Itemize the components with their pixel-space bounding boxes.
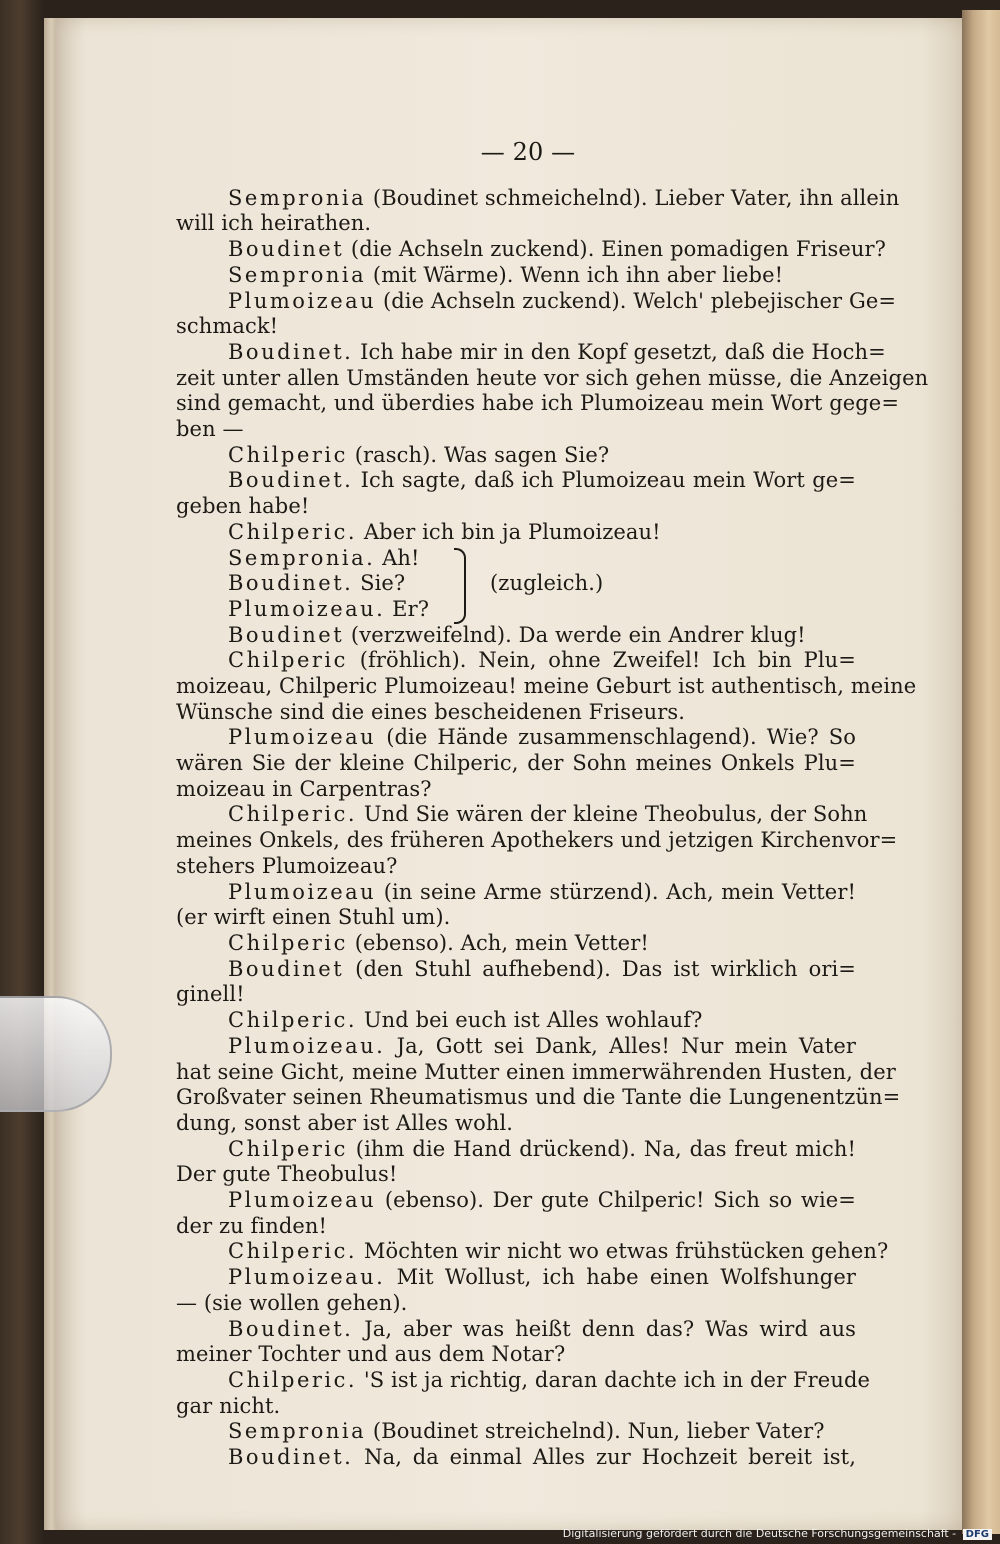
line-text: Er? [385,596,430,621]
line-text: Sie? [353,571,406,596]
text-line [176,288,897,315]
line-text: moizeau in Carpentras? [176,776,432,801]
line-text: Ah! [375,545,420,570]
dfg-logo: DFG [963,1529,992,1540]
line-text: Aber ich bin ja Plumoizeau! [357,519,661,544]
line-text: (er wirft einen Stuhl um). [176,905,451,930]
simultaneous-row [176,546,856,572]
dialogue-block-1 [176,185,929,546]
text-line [176,1008,856,1034]
text-line [176,725,856,751]
text-line [176,1111,856,1137]
speaker-name: Sempronia [228,185,367,210]
text-line [176,905,856,931]
text-line [176,1059,896,1086]
text-line [176,417,856,443]
line-text: Wünsche sind die eines bescheidenen Friseurs. [176,699,686,724]
line-text: der zu finden! [176,1213,328,1238]
line-text: (in seine Arme stürzend). Ach, mein Vetter! [376,879,856,904]
speaker-name: Boudinet [228,956,345,981]
text-line [176,982,856,1008]
digitization-credit [563,1527,992,1540]
line-text: moizeau, Chilperic Plumoizeau! meine Geburt ist authentisch, meine [176,673,917,698]
line-text: (die Achseln zuckend). Einen pomadigen Friseur? [344,237,886,262]
page-number: — 20 — [480,138,576,166]
line-text: wären Sie der kleine Chilperic, der Sohn meines Onkels Plu= [176,751,856,776]
speaker-name: Boudinet. [228,339,354,364]
speaker-name: Sempronia [228,262,367,287]
line-text: (fröhlich). Nein, ohne Zweifel! Ich bin Plu= [347,648,856,673]
text-line [176,623,856,649]
text-line [176,1162,856,1188]
speaker-name: Boudinet. [228,468,354,493]
text-line [176,365,929,392]
book-cover-edge [44,18,56,1530]
text-line [176,828,898,854]
text-line [176,777,856,803]
line-text: stehers Plumoizeau? [176,853,398,878]
speaker-name: Plumoizeau. [228,1033,386,1058]
speaker-name: Plumoizeau. [228,1265,386,1290]
line-text: (rasch). Was sagen Sie? [347,442,610,467]
speaker-name: Boudinet. [228,1445,354,1470]
text-line [176,494,856,520]
speaker-name: Boudinet. [228,571,354,596]
line-text: Ja, aber was heißt denn das? Was wird aus [353,1316,856,1341]
speaker-name: Boudinet [228,237,345,262]
text-line [176,1239,889,1265]
text-line [176,443,856,469]
line-text: Ja, Gott sei Dank, Alles! Nur mein Vater [385,1033,856,1058]
line-text: Mit Wollust, ich habe einen Wolfshunger [385,1265,856,1290]
line-text: Ich habe mir in den Kopf gesetzt, daß die Hoch= [353,339,886,364]
text-line [176,751,856,777]
page-clip [0,996,112,1112]
text-line [176,648,856,674]
text-line [176,185,900,212]
speaker-name: Chilperic. [228,1008,358,1033]
line-text: (Boudinet schmeichelnd). Lieber Vater, ihn allein [366,185,900,210]
line-text: (Boudinet streichelnd). Nun, lieber Vater? [366,1419,825,1444]
line-text: (ebenso). Ach, mein Vetter! [347,930,649,955]
speaker-name: Chilperic. [228,519,358,544]
line-text: gar nicht. [176,1393,281,1418]
text-line [176,1419,856,1445]
text-line [176,931,856,957]
line-text: (mit Wärme). Wenn ich ihn aber liebe! [366,262,784,287]
text-line [176,263,856,289]
text-line [176,880,856,906]
speaker-name: Boudinet [228,622,345,647]
text-line [176,339,886,366]
text-line [176,1394,856,1420]
speaker-name: Plumoizeau [228,288,377,313]
speaker-name: Plumoizeau [228,725,377,750]
text-line [176,1034,856,1060]
text-line [176,700,856,726]
line-text: geben habe! [176,494,310,519]
speaker-name: Sempronia. [228,545,376,570]
line-text: schmack! [176,314,279,339]
line-text: sind gemacht, und überdies habe ich Plumoizeau mein Wort gege= [176,391,900,416]
line-text: Der gute Theobulus! [176,1162,398,1187]
text-line [176,673,917,700]
text-line [176,1137,856,1163]
line-text: (ebenso). Der gute Chilperic! Sich so wie= [376,1188,856,1213]
speaker-name: Plumoizeau [228,879,377,904]
text-line [176,1188,856,1214]
line-text: Möchten wir nicht wo etwas frühstücken gehen? [357,1239,889,1264]
line-text: (den Stuhl aufhebend). Das ist wirklich ori= [344,956,856,981]
brace-icon [454,548,466,624]
text-line [176,957,856,983]
text-line [176,1085,901,1111]
line-text: dung, sonst aber ist Alles wohl. [176,1110,514,1135]
line-text: 'S ist ja richtig, daran dachte ich in der Freude [357,1367,871,1392]
text-line [176,1317,856,1343]
page-text [176,138,929,1471]
line-text: (die Hände zusammenschlagend). Wie? So [376,725,856,750]
text-line [176,314,856,340]
text-line [176,1265,856,1291]
text-line [176,391,900,417]
speaker-name: Chilperic [228,442,348,467]
dialogue-block-2 [176,622,917,1471]
simultaneous-lines [176,546,856,623]
speaker-name: Boudinet. [228,1316,354,1341]
text-line [176,520,856,546]
text-line [176,1291,856,1317]
line-text: zeit unter allen Umständen heute vor sich gehen müsse, die Anzeigen [176,365,929,390]
text-line [176,1367,871,1394]
line-text: ben — [176,417,244,442]
text-line [176,468,856,494]
line-text: Großvater seinen Rheumatismus und die Tante die Lungenentzün= [176,1085,901,1110]
credit-text: Digitalisierung gefördert durch die Deutsche Forschungsgemeinschaft - [562,1527,957,1540]
text-line [176,854,856,880]
line-text: Ich sagte, daß ich Plumoizeau mein Wort ge= [353,468,856,493]
line-text: hat seine Gicht, meine Mutter einen immerwährenden Husten, der [176,1059,896,1084]
line-text: Und bei euch ist Alles wohlauf? [357,1008,703,1033]
text-line [176,1214,856,1240]
line-text: (die Achseln zuckend). Welch' plebejischer Ge= [376,288,897,313]
line-text: (ihm die Hand drückend). Na, das freut mich! [347,1136,856,1161]
text-line [176,211,856,237]
line-text: Na, da einmal Alles zur Hochzeit bereit ist, [353,1445,856,1470]
speaker-name: Chilperic. [228,1239,358,1264]
line-text: (verzweifelnd). Da werde ein Andrer klug! [344,622,806,647]
text-line [176,1342,856,1368]
speaker-name: Chilperic [228,1136,348,1161]
simultaneous-row [176,597,856,623]
speaker-name: Chilperic [228,648,348,673]
speaker-name: Chilperic. [228,1367,358,1392]
line-text: meines Onkels, des früheren Apothekers und jetzigen Kirchenvor= [176,828,898,853]
line-text: — (sie wollen gehen). [176,1290,408,1315]
text-line [176,1445,856,1471]
text-line [176,802,868,828]
line-text: Und Sie wären der kleine Theobulus, der Sohn [357,802,868,827]
speaker-name: Chilperic [228,930,348,955]
speaker-name: Chilperic. [228,802,358,827]
line-text: meiner Tochter und aus dem Notar? [176,1342,566,1367]
speaker-name: Sempronia [228,1419,367,1444]
line-text: will ich heirathen. [176,211,372,236]
stage-direction-zugleich: (zugleich.) [490,571,604,596]
speaker-name: Plumoizeau [228,1188,377,1213]
line-text: ginell! [176,982,245,1007]
adjacent-page-edge [962,10,1000,1534]
text-line [176,237,886,263]
speaker-name: Plumoizeau. [228,596,386,621]
